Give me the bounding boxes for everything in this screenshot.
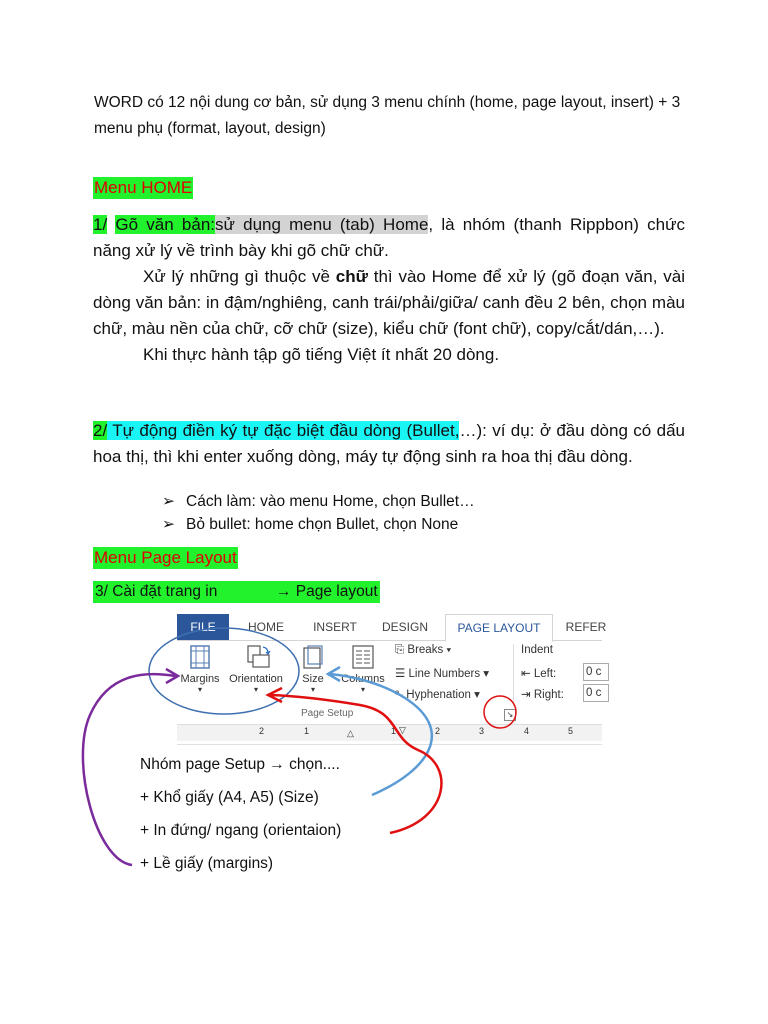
line-numbers-icon: ☰ [395,668,406,680]
tab-design[interactable]: DESIGN [381,620,428,634]
s1-p3: Khi thực hành tập gõ tiếng Việt ít nhất 20 dòng. [143,345,500,364]
ruler-indent-marker-icon[interactable]: △ [347,728,354,738]
hyphenation-button[interactable]: ª- Hyphenation ▾ [395,689,480,701]
right-arrow-icon: → [269,756,285,773]
indent-left-input[interactable]: 0 c [583,663,609,681]
s1-rest: , là nhóm (thanh Rippbon) chức năng xử lý về trình bày khi gõ chữ chữ. [93,215,685,260]
s1-p2-bold: chữ [335,267,368,286]
s1-highlight: sử dụng menu (tab) Home [215,215,429,234]
tab-insert[interactable]: INSERT [313,620,357,634]
bullet-text: Cách làm: vào menu Home, chọn Bullet… [186,493,475,510]
ruler-first-line-marker-icon[interactable]: ▽ [399,725,406,735]
dropdown-arrow-icon: ▾ [253,685,258,694]
dropdown-arrow-icon: ▾ [197,685,202,694]
orientation-label: Orientation [229,673,283,685]
page-setup-group-label: Page Setup [301,708,354,719]
tab-page-layout[interactable]: PAGE LAYOUT [445,614,553,642]
s2-title: Tự động điền ký tự đặc biệt đầu dòng (Bullet, [107,421,460,440]
dialog-launcher-icon[interactable]: ↘ [504,709,516,721]
indent-label: Indent [521,644,553,656]
s1-p2-b: thì vào Home để xử lý (gõ đoạn văn, vài dòng văn bản: in đậm/nghiêng, canh trái/phải/giữa/ canh đều 2 bên, chọn màu chữ, màu nền của chữ, cỡ chữ (size), kiểu chữ (font chữ), copy/cắt/dán,…). [93,267,685,338]
arrow-bullet-icon: ➢ [162,493,175,510]
list-item: + Lề giấy (margins) [140,855,274,872]
s3-title: 3/ Cài đặt trang in [95,583,218,600]
indent-left-label: Left: [533,668,557,680]
list-heading-text: chọn.... [284,756,340,773]
intro-text: WORD có 12 nội dung cơ bản, sử dụng 3 menu chính (home, page layout, insert) + 3 menu phụ (format, layout, design) [94,94,681,137]
size-label: Size [302,673,324,685]
s1-title: Gõ văn bản: [115,215,216,234]
ruler-number: 3 [479,726,485,736]
arrow-bullet-icon: ➢ [162,516,175,533]
s2-rest: …): ví dụ: ở đầu dòng có dấu hoa thị, thì khi enter xuống dòng, máy tự động sinh ra hoa thị đầu dòng. [93,421,685,466]
s1-p2-a: Xử lý những gì thuộc về [143,267,336,286]
line-numbers-button[interactable]: ☰ Line Numbers ▾ [395,668,490,680]
blue-arrow [330,674,432,795]
s1-number: 1/ [93,215,108,234]
dropdown-arrow-icon: ▾ [360,685,365,694]
ruler-number: 2 [259,726,265,736]
menu-page-layout-heading: Menu Page Layout [94,548,237,567]
list-item: + In đứng/ ngang (orientaion) [140,822,342,839]
ruler-number: 4 [524,726,530,736]
red-arrow [270,695,441,833]
margins-label: Margins [180,673,220,685]
s3-target: Page layout [295,583,378,600]
list-item: + Khổ giấy (A4, A5) (Size) [140,789,319,806]
indent-right-input[interactable]: 0 c [583,684,609,702]
dropdown-arrow-icon: ▾ [310,685,315,694]
tab-home[interactable]: HOME [248,620,284,634]
line-numbers-label: Line Numbers [408,668,481,680]
list-heading-text: Nhóm page Setup [140,756,270,773]
tab-references[interactable]: REFER [565,620,607,634]
ruler-number: 2 [435,726,441,736]
breaks-icon: ⎘ [395,644,405,656]
breaks-label: Breaks [407,644,444,656]
hyphenation-label: Hyphenation [406,689,471,701]
purple-arrow [83,674,175,865]
breaks-button[interactable]: ⎘ Breaks ▾ [395,644,452,656]
tab-file[interactable]: FILE [177,614,229,640]
ruler-number: 1 [304,726,310,736]
indent-left-icon: ⇤ [521,668,531,680]
s2-number: 2/ [93,421,108,440]
bullet-text: Bỏ bullet: home chọn Bullet, chọn None [186,516,459,533]
menu-home-heading: Menu HOME [94,178,193,197]
ruler-number: 1 [391,726,397,736]
ruler-number: 5 [568,726,574,736]
right-arrow-icon: → [275,583,292,600]
highlight-circle [484,696,516,728]
indent-right-icon: ⇥ [521,689,531,701]
columns-label: Columns [341,673,385,685]
indent-right-label: Right: [533,689,564,701]
hyphenation-icon: ª- [395,689,404,701]
